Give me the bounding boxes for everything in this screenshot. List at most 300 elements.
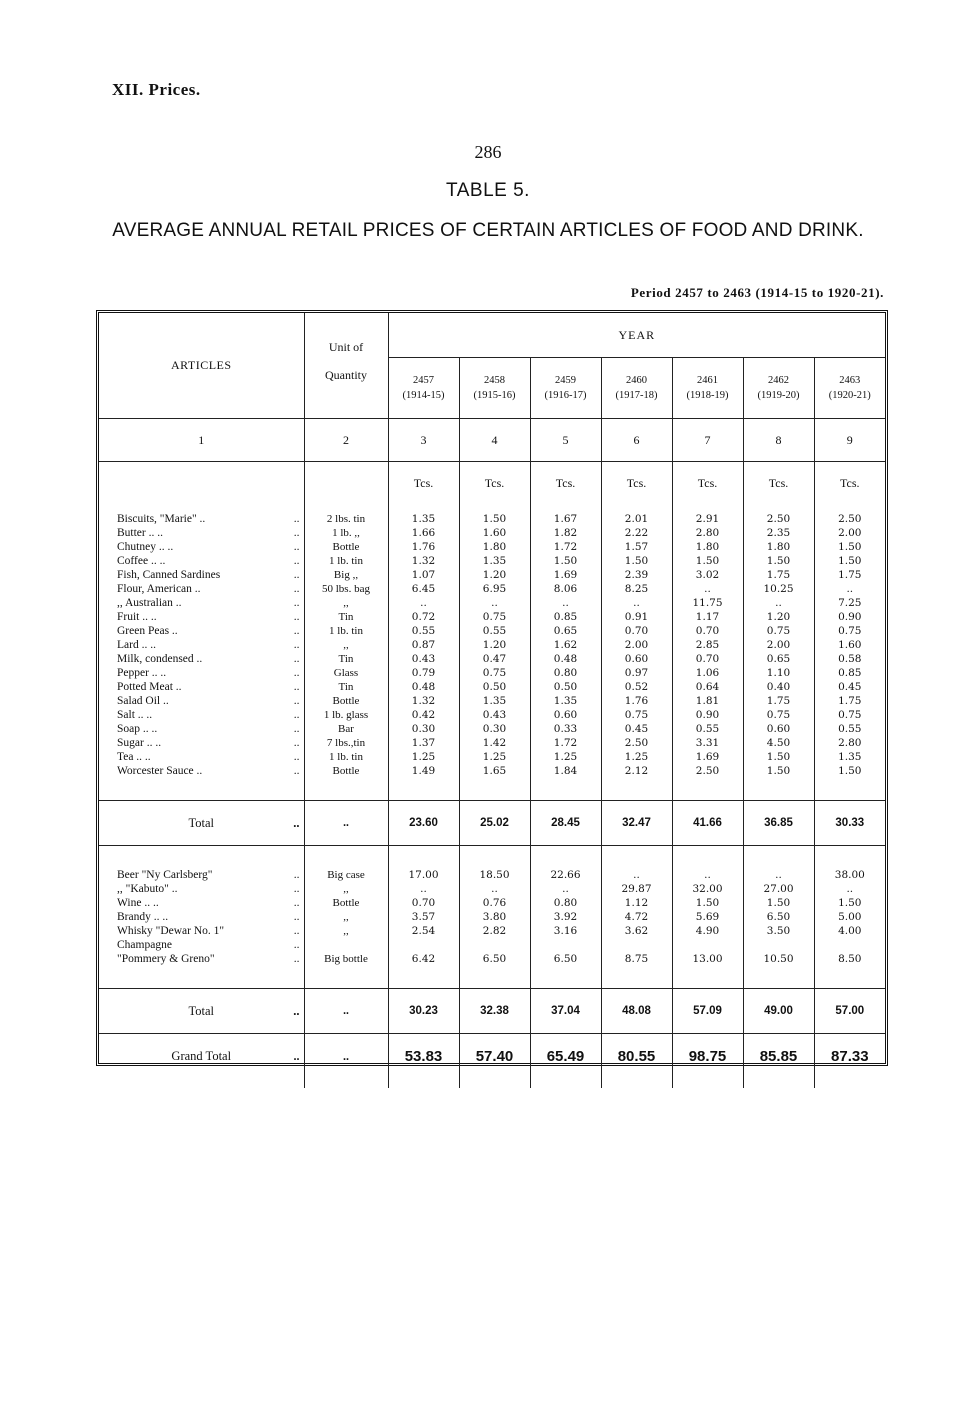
price-cell: 1.32 xyxy=(388,694,459,708)
price-cell: 1.80 xyxy=(672,540,743,554)
article-name xyxy=(99,512,304,526)
leader-dots: .. xyxy=(293,527,300,539)
price-cell: 0.30 xyxy=(388,722,459,736)
price-cell: 1.69 xyxy=(672,750,743,764)
price-cell: 1.50 xyxy=(814,896,885,910)
currency-label: Tcs. xyxy=(530,462,601,505)
blank-cell xyxy=(743,966,814,989)
article-name xyxy=(99,624,304,638)
price-cell: 1.75 xyxy=(814,568,885,582)
article-label: Pepper .. .. xyxy=(117,667,167,679)
blank-cell xyxy=(304,778,388,801)
price-cell: 2.39 xyxy=(601,568,672,582)
price-cell: 2.85 xyxy=(672,638,743,652)
price-cell: 0.65 xyxy=(743,652,814,666)
article-label: Salt .. .. xyxy=(117,709,153,721)
blank-cell xyxy=(388,846,459,869)
column-number: 1 xyxy=(99,419,304,462)
price-cell: 1.84 xyxy=(530,764,601,778)
article-name xyxy=(99,938,304,952)
spacer-row xyxy=(99,504,885,512)
unit-of-quantity: ,, xyxy=(304,638,388,652)
article-label: Chutney .. .. xyxy=(117,541,174,553)
price-cell: 7.25 xyxy=(814,596,885,610)
total-label xyxy=(99,801,304,846)
price-cell: 2.50 xyxy=(814,512,885,526)
price-cell: 0.58 xyxy=(814,652,885,666)
blank-cell xyxy=(743,846,814,869)
total-value: 30.33 xyxy=(814,801,885,846)
price-cell: 0.60 xyxy=(743,722,814,736)
article-name xyxy=(99,610,304,624)
leader-dots: .. xyxy=(293,625,300,637)
price-cell: 6.42 xyxy=(388,952,459,966)
blank-cell xyxy=(99,504,304,512)
price-cell: 0.50 xyxy=(459,680,530,694)
article-label: Worcester Sauce .. xyxy=(117,765,203,777)
article-label: Fish, Canned Sardines xyxy=(117,569,221,581)
price-cell: 27.00 xyxy=(743,882,814,896)
blank-cell xyxy=(601,1078,672,1088)
year-header: YEAR xyxy=(388,313,885,358)
price-cell: 0.76 xyxy=(459,896,530,910)
price-cell: 0.70 xyxy=(672,652,743,666)
leader-dots: .. xyxy=(293,653,300,665)
blank-cell xyxy=(814,846,885,869)
price-cell: 1.50 xyxy=(814,554,885,568)
total-unit: .. xyxy=(304,801,388,846)
article-label: Whisky "Dewar No. 1" xyxy=(117,925,225,937)
article-label: Tea .. .. xyxy=(117,751,151,763)
price-cell: 10.25 xyxy=(743,582,814,596)
price-cell: 1.25 xyxy=(530,750,601,764)
price-cell: 1.50 xyxy=(672,896,743,910)
blank-cell xyxy=(601,846,672,869)
price-cell: 2.01 xyxy=(601,512,672,526)
price-cell: .. xyxy=(388,882,459,896)
leader-dots: .. xyxy=(293,709,300,721)
table-row xyxy=(99,736,885,750)
price-cell: 4.50 xyxy=(743,736,814,750)
price-cell: 18.50 xyxy=(459,868,530,882)
article-label: Green Peas .. xyxy=(117,625,178,637)
price-cell: 1.50 xyxy=(814,764,885,778)
price-cell: 0.64 xyxy=(672,680,743,694)
blank-cell xyxy=(814,504,885,512)
price-cell: 0.55 xyxy=(388,624,459,638)
leader-dots: .. xyxy=(293,911,300,923)
price-cell: 38.00 xyxy=(814,868,885,882)
price-cell: 3.50 xyxy=(743,924,814,938)
price-cell: 0.42 xyxy=(388,708,459,722)
currency-label: Tcs. xyxy=(388,462,459,505)
price-cell: 1.25 xyxy=(459,750,530,764)
article-name xyxy=(99,694,304,708)
blank-cell xyxy=(672,778,743,801)
blank-cell xyxy=(814,966,885,989)
leader-dots: .. xyxy=(293,925,300,937)
price-cell: 0.75 xyxy=(459,610,530,624)
blank-cell xyxy=(459,1078,530,1088)
price-cell: 3.57 xyxy=(388,910,459,924)
price-cell: 11.75 xyxy=(672,596,743,610)
table-row xyxy=(99,910,885,924)
price-cell xyxy=(388,938,459,952)
column-number: 4 xyxy=(459,419,530,462)
table-row xyxy=(99,868,885,882)
article-name xyxy=(99,924,304,938)
unit-of-quantity: Bottle xyxy=(304,896,388,910)
article-label: Beer "Ny Carlsberg" xyxy=(117,869,213,881)
price-cell: 3.62 xyxy=(601,924,672,938)
total-value: 36.85 xyxy=(743,801,814,846)
table-row xyxy=(99,666,885,680)
price-cell: 1.75 xyxy=(743,568,814,582)
blank-cell xyxy=(814,778,885,801)
price-cell: 2.00 xyxy=(601,638,672,652)
price-cell: 1.10 xyxy=(743,666,814,680)
price-cell: 6.50 xyxy=(530,952,601,966)
price-cell: 1.65 xyxy=(459,764,530,778)
price-cell: 3.02 xyxy=(672,568,743,582)
price-cell: 5.00 xyxy=(814,910,885,924)
total-value: 80.55 xyxy=(601,1034,672,1079)
column-number: 8 xyxy=(743,419,814,462)
column-number: 7 xyxy=(672,419,743,462)
total-value: 57.00 xyxy=(814,989,885,1034)
price-cell: 1.50 xyxy=(530,554,601,568)
unit-of-quantity: 1 lb. tin xyxy=(304,750,388,764)
year-ce: (1914-15) xyxy=(402,390,445,401)
total-value: 37.04 xyxy=(530,989,601,1034)
price-cell: 0.65 xyxy=(530,624,601,638)
table-row xyxy=(99,610,885,624)
table-title: AVERAGE ANNUAL RETAIL PRICES OF CERTAIN ARTICLES OF FOOD AND DRINK. xyxy=(112,220,864,241)
price-cell: 8.06 xyxy=(530,582,601,596)
price-cell: 2.50 xyxy=(672,764,743,778)
leader-dots: .. xyxy=(293,681,300,693)
price-cell: 1.62 xyxy=(530,638,601,652)
leader-dots: .. xyxy=(293,695,300,707)
price-cell: 2.00 xyxy=(743,638,814,652)
price-cell: 0.87 xyxy=(388,638,459,652)
blank-cell xyxy=(388,966,459,989)
unit-of-quantity: Tin xyxy=(304,610,388,624)
unit-of-quantity: 50 lbs. bag xyxy=(304,582,388,596)
price-cell: 1.25 xyxy=(388,750,459,764)
price-cell: 1.60 xyxy=(814,638,885,652)
year-be: 2459 xyxy=(555,375,576,386)
price-cell: 6.95 xyxy=(459,582,530,596)
blank-cell xyxy=(530,846,601,869)
article-label: Soap .. .. xyxy=(117,723,158,735)
article-label: ,, Australian .. xyxy=(117,597,182,609)
price-cell: .. xyxy=(459,882,530,896)
unit-of-quantity: Glass xyxy=(304,666,388,680)
total-unit: .. xyxy=(304,989,388,1034)
total-label-text: Grand Total xyxy=(171,1048,232,1063)
unit-of-quantity: Tin xyxy=(304,652,388,666)
article-name xyxy=(99,882,304,896)
price-cell: 0.30 xyxy=(459,722,530,736)
blank-cell xyxy=(530,1078,601,1088)
price-cell: 5.69 xyxy=(672,910,743,924)
blank-cell xyxy=(304,462,388,505)
price-cell: 1.20 xyxy=(459,638,530,652)
price-cell: 1.50 xyxy=(743,896,814,910)
total-value: 41.66 xyxy=(672,801,743,846)
table-number: TABLE 5. xyxy=(446,180,530,201)
leader-dots: .. xyxy=(293,611,300,623)
price-cell: 13.00 xyxy=(672,952,743,966)
price-table xyxy=(99,313,885,1088)
blank-cell xyxy=(672,846,743,869)
price-cell: 1.42 xyxy=(459,736,530,750)
spacer-row xyxy=(99,778,885,801)
price-cell: 2.82 xyxy=(459,924,530,938)
price-cell: 4.00 xyxy=(814,924,885,938)
price-cell: 6.50 xyxy=(743,910,814,924)
leader-dots: .. xyxy=(293,883,300,895)
year-ce: (1919-20) xyxy=(757,390,800,401)
price-cell: 3.16 xyxy=(530,924,601,938)
leader-dots: .. xyxy=(293,541,300,553)
price-cell: 1.25 xyxy=(601,750,672,764)
price-cell: .. xyxy=(743,596,814,610)
unit-header xyxy=(304,313,388,419)
table-row xyxy=(99,680,885,694)
year-column-header xyxy=(814,358,885,419)
price-cell xyxy=(530,938,601,952)
total-label xyxy=(99,1034,304,1079)
year-column-header xyxy=(601,358,672,419)
article-name xyxy=(99,568,304,582)
article-label: "Pommery & Greno" xyxy=(117,953,215,965)
article-label: Biscuits, "Marie" .. xyxy=(117,513,206,525)
table-row xyxy=(99,938,885,952)
article-label: Fruit .. .. xyxy=(117,611,157,623)
leader-dots: .. xyxy=(293,897,300,909)
article-name xyxy=(99,666,304,680)
leader-dots: .. xyxy=(293,1004,300,1018)
table-row xyxy=(99,512,885,526)
unit-of-quantity: ,, xyxy=(304,924,388,938)
year-ce: (1917-18) xyxy=(615,390,658,401)
total-value: 87.33 xyxy=(814,1034,885,1079)
unit-of-quantity: Big case xyxy=(304,868,388,882)
blank-cell xyxy=(304,1078,388,1088)
price-cell: 1.12 xyxy=(601,896,672,910)
price-cell: 0.47 xyxy=(459,652,530,666)
price-cell: 1.72 xyxy=(530,736,601,750)
price-cell: 10.50 xyxy=(743,952,814,966)
blank-cell xyxy=(601,966,672,989)
blank-cell xyxy=(672,504,743,512)
currency-label: Tcs. xyxy=(601,462,672,505)
price-cell: 2.54 xyxy=(388,924,459,938)
leader-dots: .. xyxy=(293,639,300,651)
price-cell: 2.80 xyxy=(814,736,885,750)
article-name xyxy=(99,582,304,596)
price-cell: 0.80 xyxy=(530,896,601,910)
spacer-row xyxy=(99,1078,885,1088)
unit-of-quantity: 1 lb. ,, xyxy=(304,526,388,540)
year-be: 2461 xyxy=(697,375,718,386)
table-row xyxy=(99,540,885,554)
total-value: 57.09 xyxy=(672,989,743,1034)
price-cell: 1.07 xyxy=(388,568,459,582)
price-cell: .. xyxy=(601,868,672,882)
price-cell: 2.12 xyxy=(601,764,672,778)
price-cell: 0.75 xyxy=(814,624,885,638)
unit-of-quantity: ,, xyxy=(304,596,388,610)
total-value: 98.75 xyxy=(672,1034,743,1079)
column-number: 5 xyxy=(530,419,601,462)
price-cell: 0.55 xyxy=(672,722,743,736)
price-cell: 0.75 xyxy=(814,708,885,722)
price-cell: 4.90 xyxy=(672,924,743,938)
price-cell: 0.45 xyxy=(601,722,672,736)
blank-cell xyxy=(304,846,388,869)
total-label-text: Total xyxy=(188,815,214,830)
total-value: 32.38 xyxy=(459,989,530,1034)
price-cell: 1.75 xyxy=(743,694,814,708)
page-number: 286 xyxy=(474,142,502,162)
leader-dots: .. xyxy=(293,737,300,749)
article-name xyxy=(99,680,304,694)
price-cell: 8.25 xyxy=(601,582,672,596)
price-cell: 0.60 xyxy=(530,708,601,722)
column-number: 6 xyxy=(601,419,672,462)
price-cell: 1.50 xyxy=(459,512,530,526)
year-column-header xyxy=(530,358,601,419)
blank-cell xyxy=(672,1078,743,1088)
total-value: 23.60 xyxy=(388,801,459,846)
leader-dots: .. xyxy=(293,869,300,881)
unit-of-quantity: ,, xyxy=(304,882,388,896)
article-name xyxy=(99,554,304,568)
price-cell: 0.85 xyxy=(530,610,601,624)
price-cell: 0.33 xyxy=(530,722,601,736)
price-cell: 4.72 xyxy=(601,910,672,924)
blank-cell xyxy=(388,1078,459,1088)
price-cell: 1.82 xyxy=(530,526,601,540)
price-cell: .. xyxy=(814,582,885,596)
table-row xyxy=(99,952,885,966)
price-cell: 3.31 xyxy=(672,736,743,750)
price-cell: 22.66 xyxy=(530,868,601,882)
price-cell: .. xyxy=(601,596,672,610)
price-cell: 8.50 xyxy=(814,952,885,966)
article-label: Salad Oil .. xyxy=(117,695,169,707)
article-label: Butter .. .. xyxy=(117,527,163,539)
year-column-header xyxy=(388,358,459,419)
article-name xyxy=(99,750,304,764)
total-value: 53.83 xyxy=(388,1034,459,1079)
table-row xyxy=(99,708,885,722)
blank-cell xyxy=(743,1078,814,1088)
price-cell: 0.79 xyxy=(388,666,459,680)
price-cell: 1.50 xyxy=(672,554,743,568)
article-name xyxy=(99,896,304,910)
price-cell: 1.35 xyxy=(459,694,530,708)
price-cell: 1.69 xyxy=(530,568,601,582)
leader-dots: .. xyxy=(293,569,300,581)
price-cell: 1.20 xyxy=(459,568,530,582)
total-value: 25.02 xyxy=(459,801,530,846)
price-cell: .. xyxy=(530,596,601,610)
leader-dots: .. xyxy=(293,816,300,830)
unit-of-quantity xyxy=(304,938,388,952)
unit-of-quantity: Bar xyxy=(304,722,388,736)
column-number: 9 xyxy=(814,419,885,462)
price-cell: 1.20 xyxy=(743,610,814,624)
price-cell: 17.00 xyxy=(388,868,459,882)
price-cell: 6.50 xyxy=(459,952,530,966)
blank-cell xyxy=(99,846,304,869)
price-cell: 1.35 xyxy=(530,694,601,708)
blank-cell xyxy=(530,778,601,801)
total-value: 49.00 xyxy=(743,989,814,1034)
table-row xyxy=(99,652,885,666)
blank-cell xyxy=(601,504,672,512)
price-cell: 0.45 xyxy=(814,680,885,694)
unit-of-quantity: ,, xyxy=(304,910,388,924)
unit-header-line1: Unit of xyxy=(328,340,364,354)
price-cell: 1.49 xyxy=(388,764,459,778)
blank-cell xyxy=(388,778,459,801)
price-cell: 1.66 xyxy=(388,526,459,540)
price-cell: 0.97 xyxy=(601,666,672,680)
price-cell: .. xyxy=(459,596,530,610)
leader-dots: .. xyxy=(293,939,300,951)
price-cell: 32.00 xyxy=(672,882,743,896)
unit-of-quantity: 1 lb. tin xyxy=(304,624,388,638)
price-cell: 8.75 xyxy=(601,952,672,966)
price-cell: 1.81 xyxy=(672,694,743,708)
blank-cell xyxy=(304,966,388,989)
price-cell xyxy=(459,938,530,952)
price-cell: 1.75 xyxy=(814,694,885,708)
blank-cell xyxy=(530,966,601,989)
price-cell: 1.37 xyxy=(388,736,459,750)
currency-label: Tcs. xyxy=(459,462,530,505)
price-cell: 0.55 xyxy=(459,624,530,638)
price-cell: 0.43 xyxy=(459,708,530,722)
blank-cell xyxy=(459,778,530,801)
price-cell: 1.50 xyxy=(743,554,814,568)
price-cell: 1.35 xyxy=(814,750,885,764)
articles-header: ARTICLES xyxy=(170,358,232,372)
total-value: 28.45 xyxy=(530,801,601,846)
total-value: 32.47 xyxy=(601,801,672,846)
table-row xyxy=(99,526,885,540)
price-cell: 1.35 xyxy=(459,554,530,568)
year-ce: (1920-21) xyxy=(828,390,871,401)
price-cell: 1.50 xyxy=(743,750,814,764)
blank-cell xyxy=(530,504,601,512)
unit-of-quantity: Bottle xyxy=(304,694,388,708)
blank-cell xyxy=(99,966,304,989)
price-cell: 1.67 xyxy=(530,512,601,526)
year-column-header xyxy=(743,358,814,419)
table-row xyxy=(99,896,885,910)
price-cell: 0.48 xyxy=(388,680,459,694)
year-column-header xyxy=(672,358,743,419)
price-cell: 0.85 xyxy=(814,666,885,680)
currency-label: Tcs. xyxy=(672,462,743,505)
blank-cell xyxy=(99,462,304,505)
